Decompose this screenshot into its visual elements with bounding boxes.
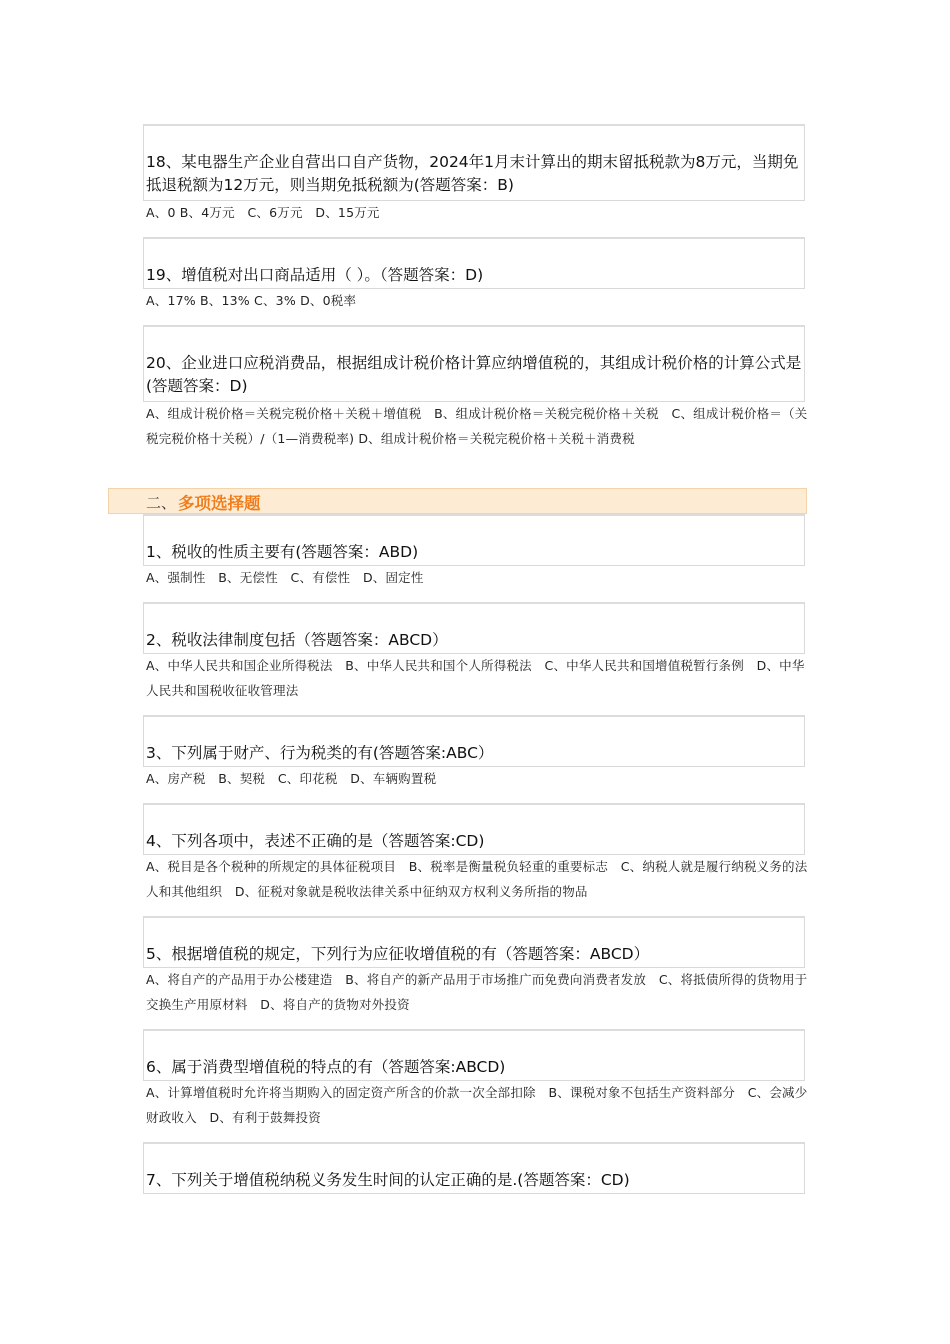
question-text: 19、增值税对出口商品适用（ ）。（答题答案：D) (146, 266, 484, 284)
section-title: 多项选择题 (178, 494, 261, 513)
question-text: 5、根据增值税的规定，下列行为应征收增值税的有（答题答案：ABCD） (146, 945, 650, 963)
question-text: 20、企业进口应税消费品，根据组成计税价格计算应纳增值税的，其组成计税价格的计算公式是(答题答案：D) (146, 354, 802, 395)
question-options: A、强制性 B、无偿性 C、有偿性 D、固定性 (146, 570, 424, 585)
section-number: 二、 (146, 494, 177, 512)
question-options: A、计算增值税时允许将当期购入的固定资产所含的价款一次全部扣除 B、课税对象不包括生产资料部分 C、会减少财政收入 D、有利于鼓舞投资 (146, 1085, 808, 1125)
question-text: 3、下列属于财产、行为税类的有(答题答案:ABC） (146, 744, 494, 762)
question-options: A、房产税 B、契税 C、印花税 D、车辆购置税 (146, 771, 437, 786)
question-text: 1、税收的性质主要有(答题答案：ABD) (146, 543, 419, 561)
question-text: 4、下列各项中，表述不正确的是（答题答案:CD) (146, 832, 485, 850)
question-options: A、将自产的产品用于办公楼建造 B、将自产的新产品用于市场推广而免费向消费者发放 C、将抵债所得的货物用于交换生产用原材料 D、将自产的货物对外投资 (146, 972, 808, 1012)
question-options: A、税目是各个税种的所规定的具体征税项目 B、税率是衡量税负轻重的重要标志 C、纳税人就是履行纳税义务的法人和其他组织 D、征税对象就是税收法律关系中征纳双方权利义务所指的物品 (146, 859, 808, 899)
question-text: 6、属于消费型增值税的特点的有（答题答案:ABCD) (146, 1058, 506, 1076)
question-options: A、组成计税价格＝关税完税价格＋关税＋增值税 B、组成计税价格＝关税完税价格＋关税 C、组成计税价格＝（关税完税价格十关税）/（1—消费税率) D、组成计税价格＝关税完税价格＋关税＋消费税 (146, 406, 808, 446)
question-options: A、17% B、13% C、3% D、0税率 (146, 293, 357, 308)
question-text: 18、某电器生产企业自营出口自产货物，2024年1月末计算出的期末留抵税款为8万元，当期免抵退税额为12万元，则当期免抵税额为(答题答案：B) (146, 153, 799, 194)
question-text: 2、税收法律制度包括（答题答案：ABCD） (146, 631, 448, 649)
question-options: A、0 B、4万元 C、6万元 D、15万元 (146, 205, 380, 220)
question-options: A、中华人民共和国企业所得税法 B、中华人民共和国个人所得税法 C、中华人民共和国增值税暂行条例 D、中华人民共和国税收征收管理法 (146, 658, 805, 698)
question-text: 7、下列关于增值税纳税义务发生时间的认定正确的是.(答题答案：CD) (146, 1171, 630, 1189)
section-header-multiple-choice (108, 488, 807, 514)
